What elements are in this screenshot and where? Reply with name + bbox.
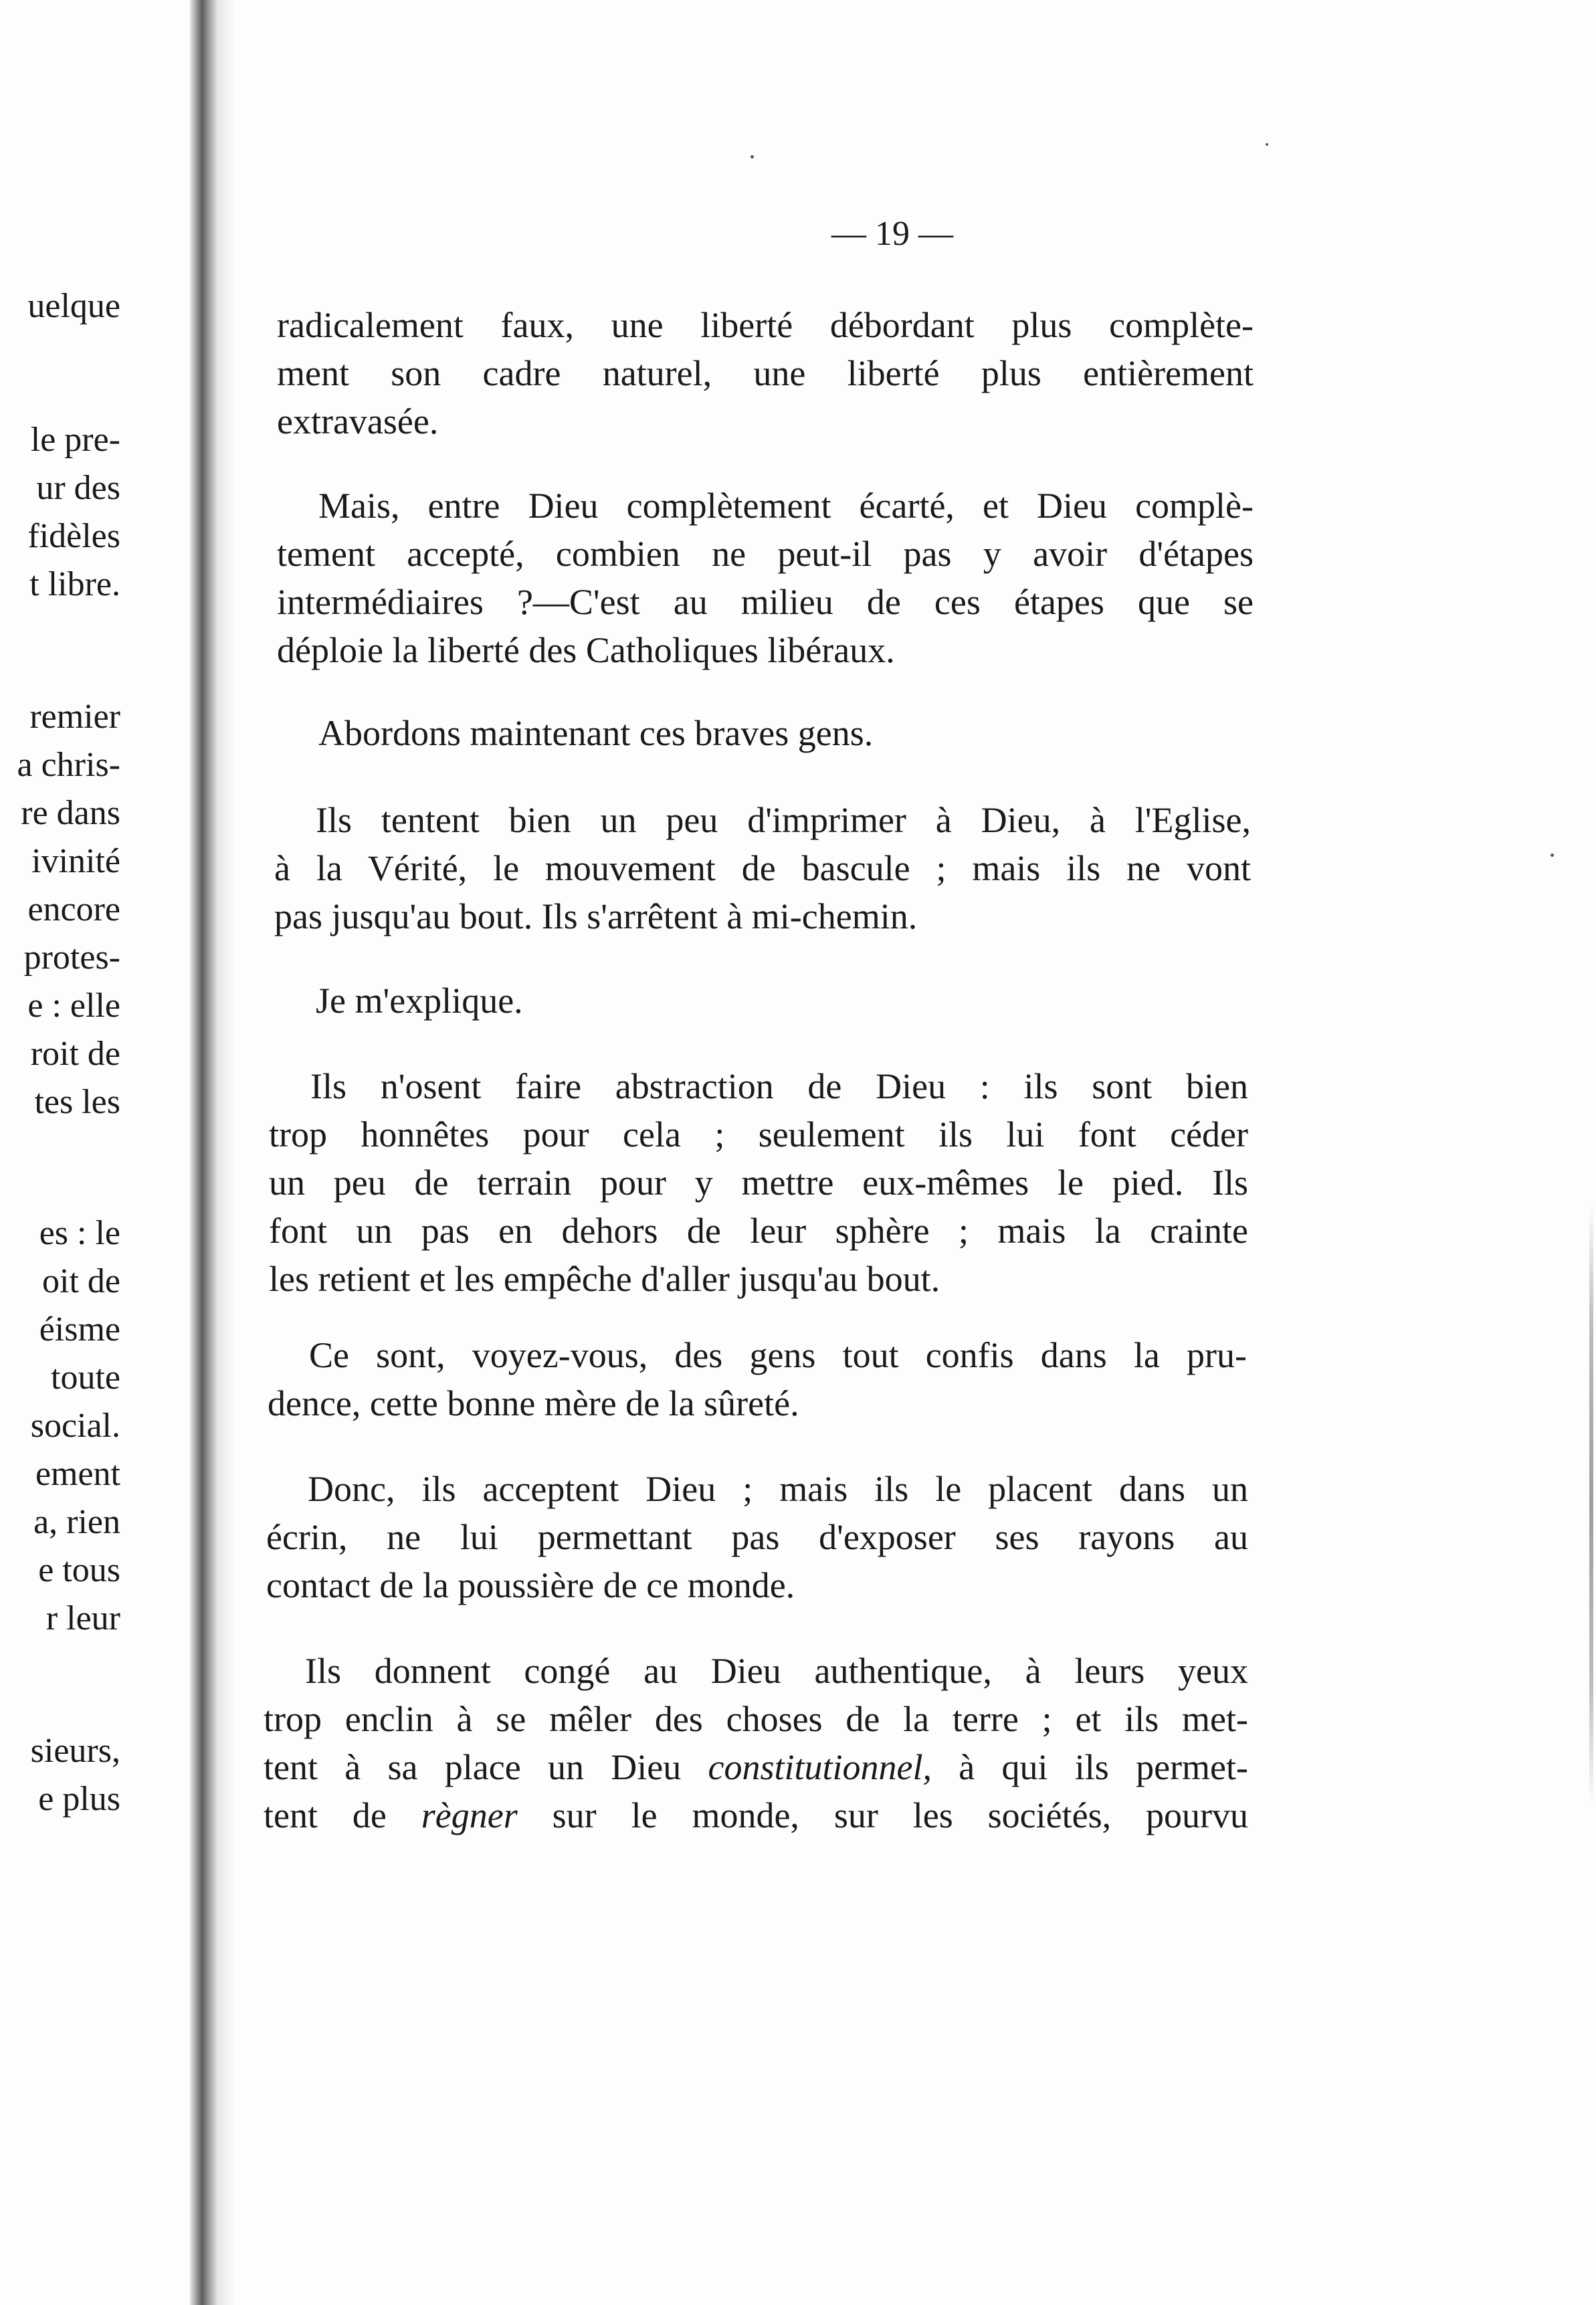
text-line: ment son cadre naturel, une liberté plus entièrement	[277, 353, 1254, 393]
fragment-line: fidèles	[27, 517, 120, 555]
paragraph	[274, 977, 1251, 1025]
fragment-line: a, rien	[33, 1503, 120, 1541]
text-line: Ils donnent congé au Dieu authentique, à leurs yeux	[305, 1651, 1248, 1691]
fragment-line: oit de	[42, 1262, 120, 1300]
fragment-line: remier	[29, 698, 120, 736]
fragment-line: e tous	[38, 1551, 120, 1589]
text-line: Donc, ils acceptent Dieu ; mais ils le placent dans un	[308, 1469, 1248, 1509]
fragment-line: ement	[35, 1455, 120, 1493]
speck	[1266, 143, 1268, 146]
fragment-line: tes les	[34, 1083, 120, 1121]
fragment-line: t libre.	[29, 565, 120, 603]
paragraph	[268, 1331, 1247, 1427]
fragment-line: sieurs,	[30, 1732, 120, 1770]
fragment-line: éisme	[39, 1310, 120, 1348]
paragraph	[277, 709, 1254, 757]
text-line: Mais, entre Dieu complètement écarté, et Dieu complè-	[318, 486, 1254, 526]
text-line: écrin, ne lui permettant pas d'exposer ses rayons au	[266, 1517, 1248, 1557]
text-line: Abordons maintenant ces braves gens.	[318, 713, 874, 753]
fragment-line: es : le	[39, 1214, 120, 1252]
text-line: contact de la poussière de ce monde.	[266, 1565, 795, 1605]
text-line: Ce sont, voyez-vous, des gens tout confis dans la pru-	[309, 1335, 1247, 1375]
text-line: dence, cette bonne mère de la sûreté.	[268, 1383, 799, 1423]
fragment-line: e : elle	[27, 987, 120, 1025]
paragraph	[277, 482, 1254, 674]
text-line: un peu de terrain pour y mettre eux-mêmes le pied. Ils	[269, 1163, 1248, 1203]
fragment-line: toute	[51, 1359, 120, 1397]
fragment-line: protes-	[23, 938, 120, 977]
speck	[1551, 854, 1554, 857]
italic-word: règner	[421, 1795, 518, 1835]
speck	[751, 155, 754, 159]
facing-page-fragment	[0, 0, 201, 2305]
fragment-line: uelque	[27, 287, 120, 325]
text-run: sur le monde, sur les sociétés, pourvu	[517, 1795, 1248, 1835]
text-line: à la Vérité, le mouvement de bascule ; mais ils ne vont	[274, 848, 1251, 888]
text-line: Ils tentent bien un peu d'imprimer à Dieu, à l'Eglise,	[316, 800, 1251, 840]
text-line	[264, 1791, 1248, 1839]
fragment-line: a chris-	[17, 746, 120, 784]
page-edge-shadow	[1589, 1204, 1593, 1806]
paragraph	[266, 1465, 1248, 1609]
paragraph	[277, 301, 1254, 445]
text-line: tement accepté, combien ne peut-il pas y avoir d'étapes	[277, 534, 1254, 574]
fragment-line: r leur	[45, 1599, 120, 1637]
fragment-line: roit de	[30, 1035, 120, 1073]
main-page	[237, 0, 1596, 2305]
text-run: à qui ils permet-	[931, 1747, 1248, 1787]
text-line: font un pas en dehors de leur sphère ; mais la crainte	[269, 1211, 1248, 1251]
text-line: déploie la liberté des Catholiques libéraux.	[277, 630, 895, 670]
fragment-line: le pre-	[30, 421, 120, 459]
text-line: Je m'explique.	[316, 981, 523, 1021]
text-run: tent à sa place un Dieu	[264, 1747, 708, 1787]
text-line: les retient et les empêche d'aller jusqu'au bout.	[269, 1259, 940, 1299]
gutter-shadow	[217, 0, 237, 2305]
fragment-line: social.	[30, 1407, 120, 1445]
page-number: — 19 —	[831, 215, 953, 253]
text-line: pas jusqu'au bout. Ils s'arrêtent à mi-chemin.	[274, 896, 918, 936]
text-line: intermédiaires ?—C'est au milieu de ces étapes que se	[277, 582, 1254, 622]
text-line: trop enclin à se mêler des choses de la terre ; et ils met-	[264, 1699, 1248, 1739]
fragment-line: ur des	[36, 469, 120, 507]
text-line: Ils n'osent faire abstraction de Dieu : ils sont bien	[310, 1066, 1248, 1106]
text-run: tent de	[264, 1795, 421, 1835]
paragraph	[274, 796, 1251, 940]
fragment-line: ivinité	[31, 842, 120, 880]
text-line: radicalement faux, une liberté débordant plus complète-	[277, 305, 1254, 345]
paragraph	[264, 1647, 1248, 1839]
fragment-line: encore	[27, 890, 120, 928]
fragment-line: re dans	[21, 794, 120, 832]
book-gutter	[190, 0, 217, 2305]
fragment-line: e plus	[38, 1780, 120, 1818]
paragraph	[269, 1062, 1248, 1303]
text-line: trop honnêtes pour cela ; seulement ils lui font céder	[269, 1114, 1248, 1155]
text-line	[264, 1743, 1248, 1791]
italic-word: constitutionnel,	[708, 1747, 932, 1787]
text-line: extravasée.	[277, 401, 439, 441]
